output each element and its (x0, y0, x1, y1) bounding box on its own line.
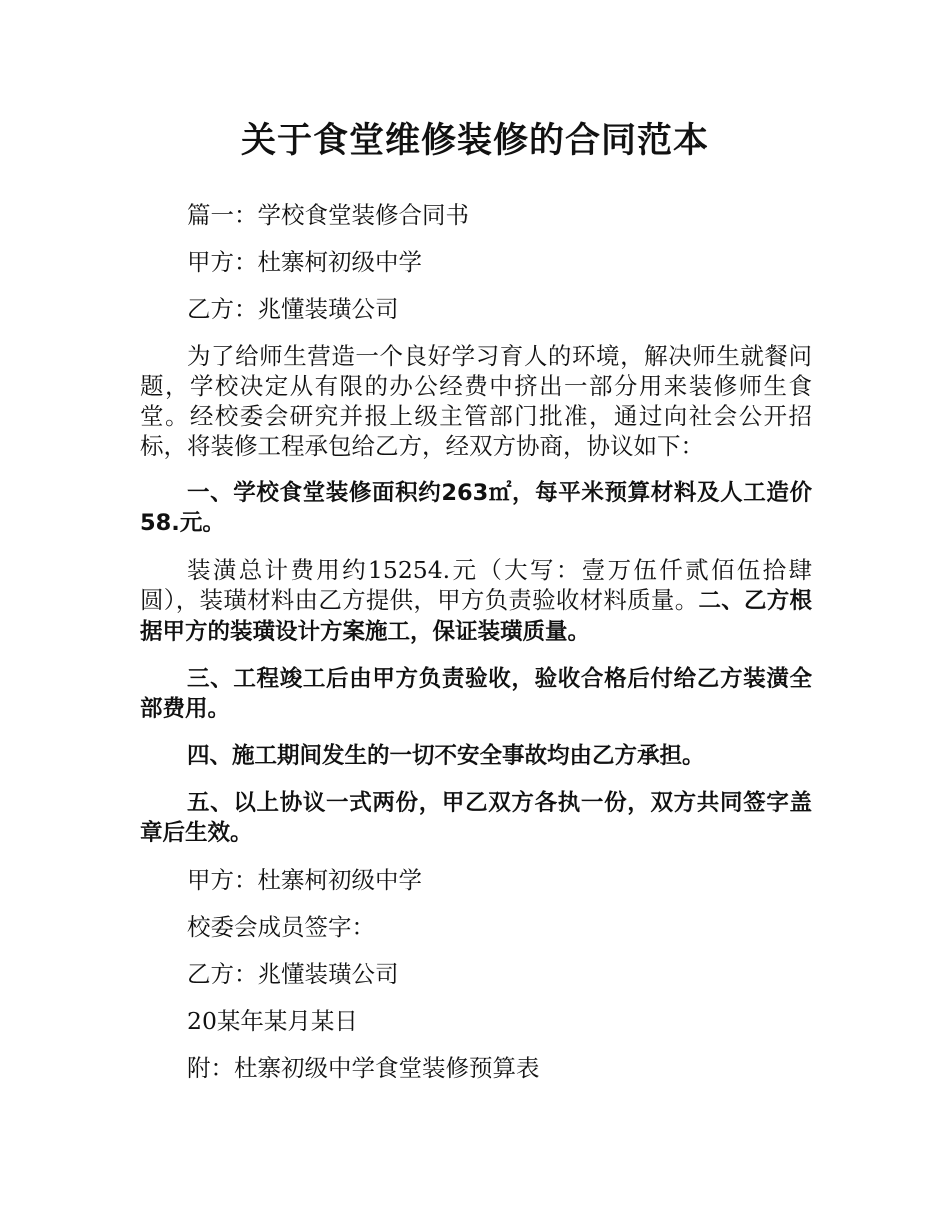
clause-2: 二、乙方根据甲方的装璜设计方案施工，保证装璜质量。 (140, 588, 812, 645)
clause-1: 一、学校食堂装修面积约263㎡，每平米预算材料及人工造价58.元。 (140, 480, 812, 536)
cost-text: 装潢总计费用约15254.元（大写：壹万伍仟贰佰伍拾肆圆），装璜材料由乙方提供，甲方负责验收材料质量。 (140, 556, 812, 614)
document-body (140, 200, 812, 1100)
signing-date: 20某年某月某日 (187, 1007, 358, 1035)
sign-party-b: 乙方：兆懂装璜公司 (187, 960, 399, 988)
sign-party-a: 甲方：杜寨柯初级中学 (187, 866, 422, 894)
document-title: 关于食堂维修装修的合同范本 (240, 121, 709, 161)
committee-signature: 校委会成员签字： (187, 913, 375, 941)
party-b-line: 乙方：兆懂装璜公司 (187, 295, 399, 323)
section-heading: 篇一：学校食堂装修合同书 (187, 201, 469, 229)
intro-paragraph: 为了给师生营造一个良好学习育人的环境，解决师生就餐问题，学校决定从有限的办公经费中挤出一部分用来装修师生食堂。经校委会研究并报上级主管部门批准，通过向社会公开招标，将装修工程承包给乙方，经双方协商，协议如下： (140, 342, 812, 460)
clause-3: 三、工程竣工后由甲方负责验收，验收合格后付给乙方装潢全部费用。 (140, 666, 812, 722)
cost-paragraph (140, 555, 812, 647)
clause-5: 五、以上协议一式两份，甲乙双方各执一份，双方共同签字盖章后生效。 (140, 790, 812, 846)
clause-4: 四、施工期间发生的一切不安全事故均由乙方承担。 (187, 743, 705, 769)
attachment-line: 附：杜寨初级中学食堂装修预算表 (187, 1054, 540, 1082)
party-a-line: 甲方：杜寨柯初级中学 (187, 248, 422, 276)
